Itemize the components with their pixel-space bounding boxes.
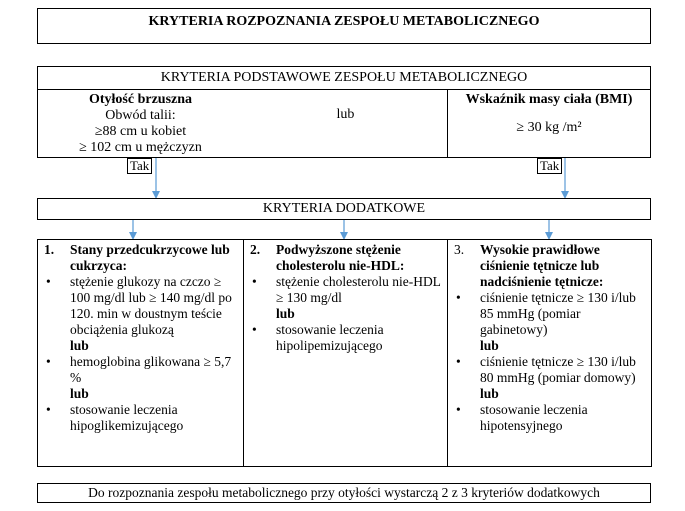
list-item: • ciśnienie tętnicze ≥ 130 i/lub 85 mmHg (pomiar gabinetowy) bbox=[480, 290, 645, 338]
list-item: • stężenie glukozy na czczo ≥ 100 mg/dl lub ≥ 140 mg/dl po 120. min w doustnym teście obciążenia glukozą bbox=[70, 274, 237, 338]
criterion-column-3 bbox=[447, 239, 652, 467]
criterion-3-heading: Wysokie prawidłowe ciśnienie tętnicze lub nadciśnienie tętnicze: bbox=[480, 242, 604, 289]
list-item: • stosowanie leczenia hipoglikemizującego bbox=[70, 402, 237, 434]
abdominal-obesity-heading: Otyłość brzuszna bbox=[88, 92, 193, 107]
criterion-3-header bbox=[454, 242, 645, 290]
criterion-3-number: 3. bbox=[454, 242, 465, 257]
list-item-lub: lub bbox=[276, 306, 295, 321]
criterion-1-number: 1. bbox=[44, 242, 55, 257]
basic-criteria-header: KRYTERIA PODSTAWOWE ZESPOŁU METABOLICZNEGO bbox=[37, 66, 651, 90]
criterion-2-items bbox=[250, 274, 441, 354]
criterion-1-items bbox=[44, 274, 237, 434]
list-item: • stosowanie leczenia hipotensyjnego bbox=[480, 402, 645, 434]
diagram-title: KRYTERIA ROZPOZNANIA ZESPOŁU METABOLICZNEGO bbox=[37, 8, 651, 44]
waist-women: ≥88 cm u kobiet bbox=[94, 124, 187, 139]
criterion-2-header bbox=[250, 242, 441, 274]
list-item-lub: lub bbox=[480, 386, 499, 401]
bmi-heading: Wskaźnik masy ciała (BMI) bbox=[465, 92, 633, 107]
list-item: • ciśnienie tętnicze ≥ 130 i/lub 80 mmHg (pomiar domowy) bbox=[480, 354, 645, 386]
criterion-column-2 bbox=[243, 239, 448, 467]
list-item-lub: lub bbox=[70, 338, 89, 353]
list-item-lub: lub bbox=[480, 338, 499, 353]
list-item-lub: lub bbox=[70, 386, 89, 401]
additional-criteria-header: KRYTERIA DODATKOWE bbox=[37, 198, 651, 220]
tak-label-right: Tak bbox=[537, 158, 562, 174]
criterion-2-heading: Podwyższone stężenie cholesterolu nie-HDL: bbox=[276, 242, 405, 273]
list-item: • stosowanie leczenia hipolipemizującego bbox=[276, 322, 441, 354]
criterion-3-items bbox=[454, 290, 645, 434]
waist-men: ≥ 102 cm u mężczyzn bbox=[79, 140, 202, 155]
waist-label: Obwód talii: bbox=[105, 108, 176, 123]
footer-note: Do rozpoznania zespołu metabolicznego przy otyłości wystarczą 2 z 3 kryteriów dodatkowych bbox=[37, 483, 651, 503]
abdominal-obesity-box bbox=[37, 89, 244, 158]
criterion-1-heading: Stany przedcukrzycowe lub cukrzyca: bbox=[70, 242, 230, 273]
list-item: • hemoglobina glikowana ≥ 5,7 % bbox=[70, 354, 237, 386]
tak-label-left: Tak bbox=[127, 158, 152, 174]
criterion-column-1 bbox=[37, 239, 244, 467]
criterion-2-number: 2. bbox=[250, 242, 261, 257]
criterion-1-header bbox=[44, 242, 237, 274]
list-item: • stężenie cholesterolu nie-HDL ≥ 130 mg/dl bbox=[276, 274, 441, 306]
bmi-value: ≥ 30 kg /m² bbox=[516, 120, 582, 135]
bmi-box bbox=[447, 89, 651, 158]
basic-connector-lub: lub bbox=[243, 89, 448, 158]
